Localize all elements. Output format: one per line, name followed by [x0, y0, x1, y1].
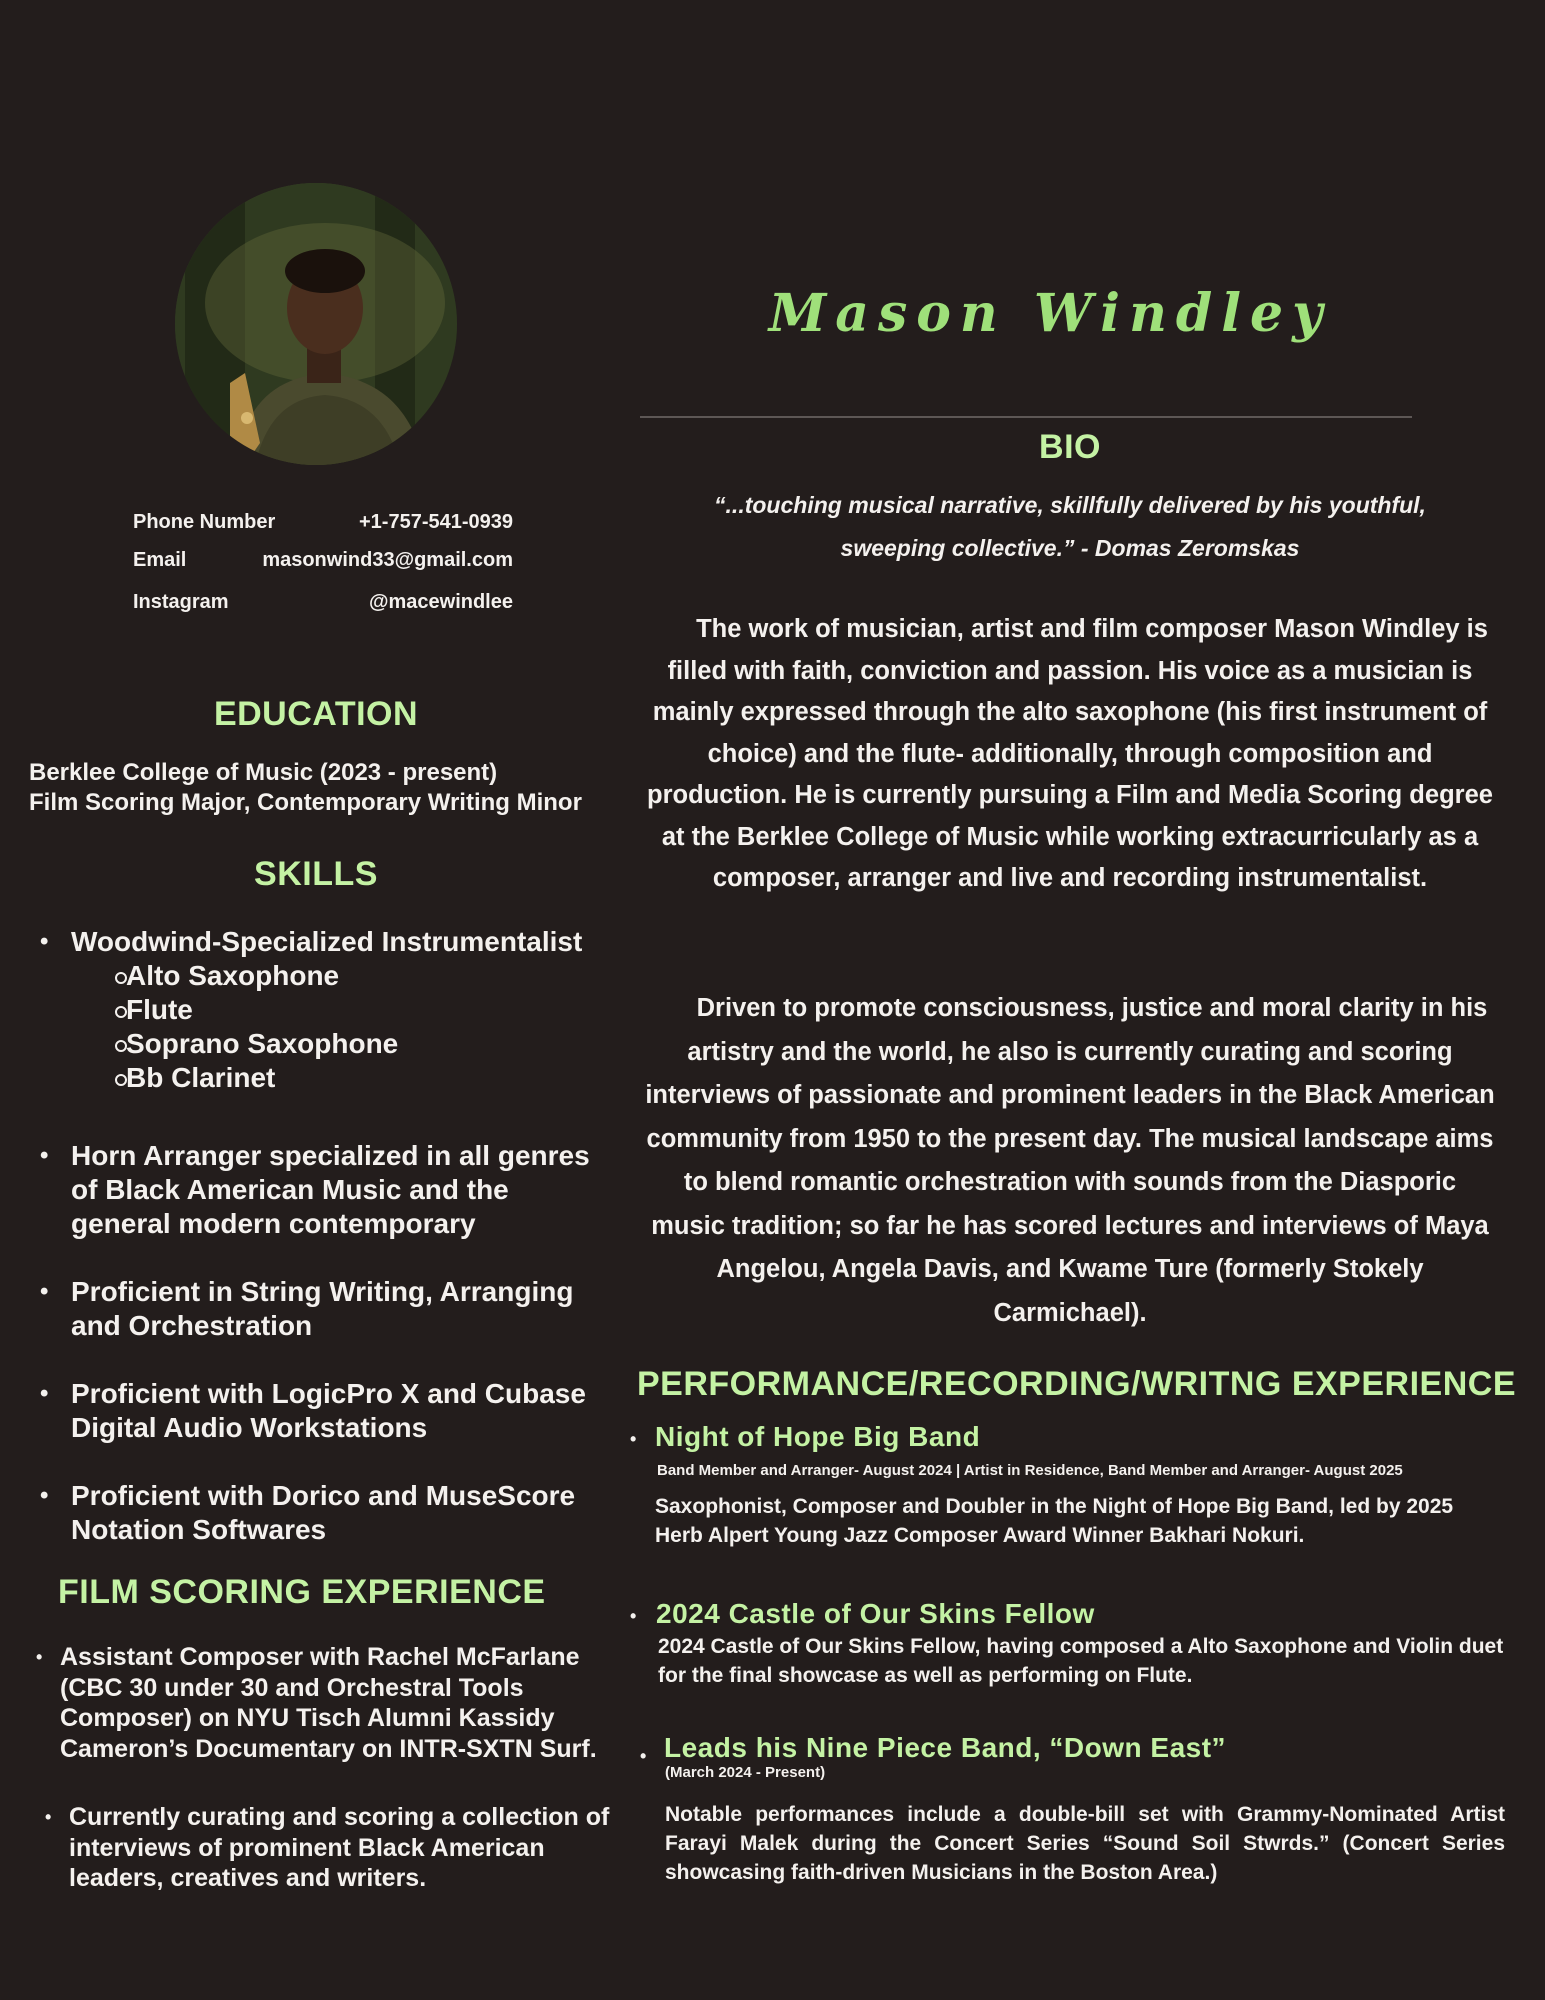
skills-heading: SKILLS: [254, 855, 378, 893]
film-item: [36, 1642, 626, 1764]
skill-text: • Horn Arranger specialized in all genres of Black American Music and the general modern contemporary: [71, 1140, 590, 1239]
contact-email-row: [133, 549, 513, 587]
contact-block: [133, 511, 513, 629]
skill-text: • Proficient with Dorico and MuseScore Notation Softwares: [71, 1480, 576, 1545]
performance-item: [630, 1732, 1510, 1887]
bio-paragraph-1: [645, 609, 1495, 900]
profile-photo: [175, 183, 457, 465]
skill-item: [40, 1479, 600, 1547]
quote-line-2: sweeping collective.” - Domas Zeromskas: [840, 535, 1300, 561]
performance-item-desc: 2024 Castle of Our Skins Fellow, having composed a Alto Saxophone and Violin duet for the final showcase as well as performing on Flute.: [658, 1635, 1504, 1687]
bio-heading: BIO: [1039, 428, 1101, 466]
skill-text: • Proficient with LogicPro X and Cubase Digital Audio Workstations: [71, 1378, 586, 1443]
bullet: •: [630, 1429, 637, 1449]
bio-quote: [640, 484, 1500, 570]
performance-item-meta: Band Member and Arranger- August 2024 | Artist in Residence, Band Member and Arranger- August 2025: [657, 1462, 1403, 1479]
skill-subitem: [71, 959, 600, 993]
performance-item: [630, 1598, 1510, 1690]
performance-item-meta: (March 2024 - Present): [665, 1764, 826, 1781]
contact-instagram-row: [133, 591, 513, 629]
skill-subitem-text: Bb Clarinet: [126, 1062, 276, 1093]
name-title: Mason Windley: [768, 283, 1332, 344]
divider: [640, 416, 1412, 418]
bio-paragraph-1-text: The work of musician, artist and film composer Mason Windley is filled with faith, conviction and passion. His voice as a musician is mainly expressed through the alto saxophone (his first instrument of choice) and the flute- additionally, through composition and production. He is currently pursuing a Film and Media Scoring degree at the Berklee College of Music while working extracurricularly as a composer, arranger and live and recording instrumentalist.: [647, 615, 1493, 892]
skill-subitem: [71, 993, 600, 1027]
skill-text: • Woodwind-Specialized Instrumentalist: [71, 926, 583, 957]
skill-item: [40, 1139, 600, 1241]
skill-sublist: [71, 959, 600, 1095]
bullet: •: [640, 1746, 647, 1766]
film-scoring-list: [36, 1642, 626, 1932]
film-item: [45, 1802, 626, 1894]
skill-subitem-text: Flute: [126, 994, 193, 1025]
skill-text: • Proficient in String Writing, Arranging and Orchestration: [71, 1276, 574, 1341]
performance-item-desc: Notable performances include a double-bill set with Grammy-Nominated Artist Farayi Malek during the Concert Series “Sound Soil Stwrds.” (Concert Series showcasing faith-driven Musicians in the Boston Area.): [665, 1803, 1505, 1884]
film-scoring-heading: FILM SCORING EXPERIENCE: [58, 1573, 546, 1611]
phone-value: +1-757-541-0939: [358, 511, 513, 533]
skill-item: [40, 925, 600, 1095]
instagram-label: Instagram: [133, 591, 229, 613]
education-heading: EDUCATION: [213, 695, 419, 733]
skill-subitem: [71, 1027, 600, 1061]
education-line-1: Berklee College of Music (2023 - present): [29, 759, 498, 786]
performance-item-desc: Saxophonist, Composer and Doubler in the Night of Hope Big Band, led by 2025 Herb Alpert Young Jazz Composer Award Winner Bakhari Nokuri.: [655, 1495, 1454, 1547]
education-line-2: Film Scoring Major, Contemporary Writing Minor: [29, 789, 582, 816]
email-value: masonwind33@gmail.com: [262, 549, 513, 571]
skill-subitem-text: Soprano Saxophone: [126, 1028, 399, 1059]
contact-phone-row: [133, 511, 513, 549]
skills-list: [40, 925, 600, 1581]
performance-item-title: 2024 Castle of Our Skins Fellow: [656, 1598, 1095, 1629]
skill-subitem-text: Alto Saxophone: [126, 960, 340, 991]
bio-paragraph-2-text: Driven to promote consciousness, justice and moral clarity in his artistry and the world, he also is currently curating and scoring interviews of passionate and prominent leaders in the Black American community from 1950 to the present day. The musical landscape aims to blend romantic orchestration with sounds from the Diasporic music tradition; so far he has scored lectures and interviews of Maya Angelou, Angela Davis, and Kwame Ture (formerly Stokely Carmichael).: [645, 994, 1495, 1327]
bullet: •: [630, 1606, 637, 1626]
instagram-value: @macewindlee: [368, 591, 513, 613]
performance-item: [630, 1421, 1510, 1550]
phone-label: Phone Number: [133, 511, 276, 533]
email-label: Email: [133, 549, 187, 571]
bio-paragraph-2: [645, 987, 1495, 1335]
skill-item: [40, 1275, 600, 1343]
performance-item-title: Leads his Nine Piece Band, “Down East”: [664, 1732, 1227, 1763]
film-item-text: • Assistant Composer with Rachel McFarlane (CBC 30 under 30 and Orchestral Tools Composer) on NYU Tisch Alumni Kassidy Cameron’s Documentary on INTR-SXTN Surf.: [60, 1643, 597, 1763]
skill-subitem: [71, 1061, 600, 1095]
quote-line-1: “...touching musical narrative, skillfully delivered by his youthful,: [714, 492, 1426, 518]
education-body: [29, 758, 582, 818]
performance-heading: PERFORMANCE/RECORDING/WRITNG EXPERIENCE: [637, 1365, 1516, 1403]
performance-item-title: Night of Hope Big Band: [655, 1421, 981, 1452]
skill-item: [40, 1377, 600, 1445]
film-item-text: • Currently curating and scoring a collection of interviews of prominent Black American leaders, creatives and writers.: [69, 1803, 610, 1892]
